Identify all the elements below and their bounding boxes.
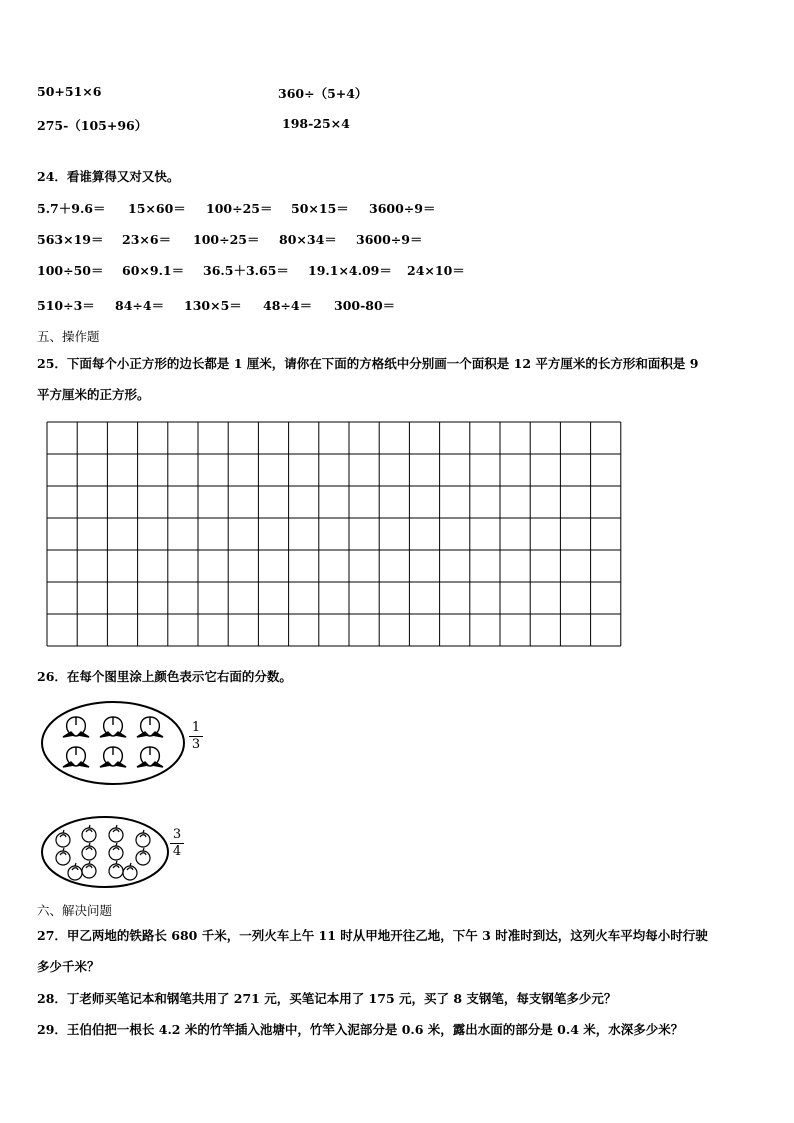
fraction-denominator: 4 [172,844,182,859]
peach-oval-figure[interactable] [40,700,186,789]
apple-icon [109,843,123,860]
apple-oval-figure[interactable] [40,815,170,892]
q25-line2: 平方厘米的正方形。 [37,387,150,402]
q27-line1: 27．甲乙两地的铁路长 680 千米，一列火车上午 11 时从甲地开往乙地，下午 3 时准时到达，这列火车平均每小时行驶 [37,928,708,943]
section-6-title: 六、解决问题 [37,903,113,918]
apple-icon [56,848,70,865]
fraction-one-third [189,721,203,752]
calc-item: 19.1×4.09＝ [308,263,392,278]
fraction-three-quarters [170,828,184,859]
calc-item: 100÷25＝ [193,232,260,247]
calc-item: 510÷3＝ [37,298,95,313]
exercise-4: 198-25×4 [282,116,350,131]
peach-icon [137,717,163,737]
fraction-denominator: 3 [191,737,201,752]
calc-item: 100÷25＝ [206,201,273,216]
apple-icon [82,861,96,878]
q25-line1: 25．下面每个小正方形的边长都是 1 厘米，请你在下面的方格纸中分别画一个面积是 12 平方厘米的长方形和面积是 9 [37,356,699,371]
calc-item: 563×19＝ [37,232,104,247]
q29-text: 29．王伯伯把一根长 4.2 米的竹竿插入池塘中，竹竿入泥部分是 0.6 米，露出水面的部分是 0.4 米，水深多少米？ [37,1022,684,1037]
apple-icon [82,825,96,842]
apple-icon [68,863,82,880]
calc-item: 100÷50＝ [37,263,104,278]
calc-item: 80×34＝ [279,232,337,247]
q24-title: 24．看谁算得又对又快。 [37,169,180,184]
peach-icon [63,747,89,767]
peach-icon [137,747,163,767]
calc-item: 60×9.1＝ [122,263,185,278]
exercise-2: 360÷（5+4） [278,86,368,101]
calc-item: 36.5＋3.65＝ [203,263,289,278]
q27-line2: 多少千米？ [37,959,100,974]
calc-item: 3600÷9＝ [369,201,436,216]
peach-icon [100,747,126,767]
exercise-3: 275-（105+96） [37,118,148,133]
apple-icon [56,830,70,847]
apple-icon [109,825,123,842]
calc-item: 15×60＝ [128,201,186,216]
apple-icon [82,843,96,860]
q26-title: 26．在每个图里涂上颜色表示它右面的分数。 [37,669,292,684]
q28-text: 28．丁老师买笔记本和钢笔共用了 271 元，买笔记本用了 175 元，买了 8 支钢笔，每支钢笔多少元？ [37,991,617,1006]
section-5-title: 五、操作题 [37,329,100,344]
calc-item: 50×15＝ [291,201,349,216]
calc-item: 130×5＝ [184,298,242,313]
exercise-1: 50+51×6 [37,84,102,99]
grid-paper[interactable] [46,421,623,647]
apple-icon [136,830,150,847]
peach-icon [100,717,126,737]
calc-item: 84÷4＝ [115,298,165,313]
apple-icon [123,863,137,880]
peach-icon [63,717,89,737]
fraction-numerator: 1 [191,720,201,735]
fraction-numerator: 3 [172,827,182,842]
calc-item: 23×6＝ [122,232,172,247]
calc-item: 5.7＋9.6＝ [37,201,106,216]
calc-item: 3600÷9＝ [356,232,423,247]
calc-item: 48÷4＝ [263,298,313,313]
apple-icon [136,848,150,865]
apple-icon [109,861,123,878]
calc-item: 24×10＝ [407,263,465,278]
calc-item: 300-80＝ [334,298,396,313]
